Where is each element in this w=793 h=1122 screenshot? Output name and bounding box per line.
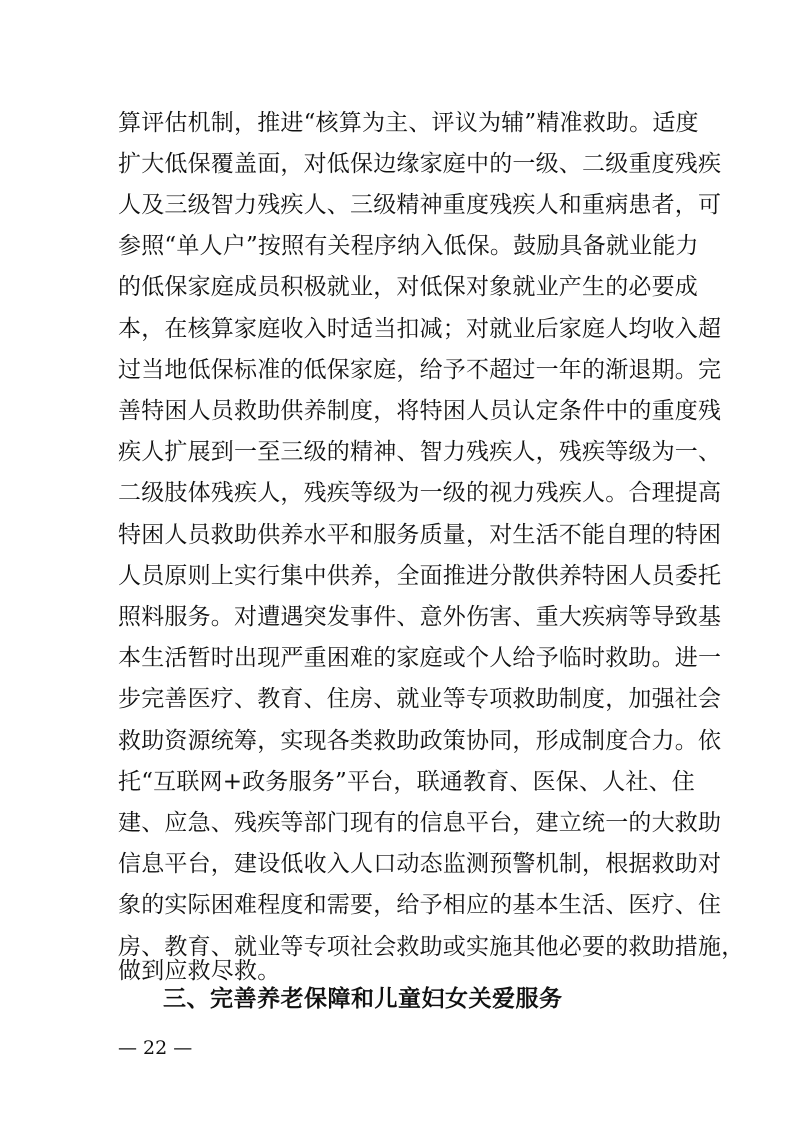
paragraph-line: 疾人扩展到一至三级的精神、智力残疾人，残疾等级为一、 [118,439,722,465]
paragraph-line: 本生活暂时出现严重困难的家庭或个人给予临时救助。进一 [118,645,722,671]
paragraph-line: 人员原则上实行集中供养，全面推进分散供养特困人员委托 [118,563,722,589]
paragraph-line: 照料服务。对遭遇突发事件、意外伤害、重大疾病等导致基 [118,604,722,630]
paragraph-line: 步完善医疗、教育、住房、就业等专项救助制度，加强社会 [118,686,722,712]
paragraph-line: 的低保家庭成员积极就业，对低保对象就业产生的必要成 [118,274,698,300]
paragraph-line: 救助资源统筹，实现各类救助政策协同，形成制度合力。依 [118,728,722,754]
paragraph-line: 善特困人员救助供养制度，将特困人员认定条件中的重度残 [118,398,722,424]
paragraph-line: 信息平台，建设低收入人口动态监测预警机制，根据救助对 [118,851,722,877]
paragraph-line: 二级肢体残疾人，残疾等级为一级的视力残疾人。合理提高 [118,480,722,506]
paragraph-line: 房、教育、就业等专项社会救助或实施其他必要的救助措施， [118,934,745,960]
paragraph-line-final: 做到应救尽救。 [118,958,281,984]
page-number: — 22 — [118,1037,193,1059]
paragraph-line: 象的实际困难程度和需要，给予相应的基本生活、医疗、住 [118,892,722,918]
section-heading: 三、完善养老保障和儿童妇女关爱服务 [163,986,563,1012]
paragraph-line: 建、应急、残疾等部门现有的信息平台，建立统一的大救助 [118,810,722,836]
paragraph-line: 参照“单人户”按照有关程序纳入低保。鼓励具备就业能力 [118,233,699,259]
paragraph-line: 过当地低保标准的低保家庭，给予不超过一年的渐退期。完 [118,357,722,383]
paragraph-line: 算评估机制，推进“核算为主、评议为辅”精准救助。适度 [118,110,699,136]
paragraph-line: 托“互联网+政务服务”平台，联通教育、医保、人社、住 [118,769,695,795]
paragraph-line: 本，在核算家庭收入时适当扣减；对就业后家庭人均收入超 [118,316,722,342]
paragraph-line: 扩大低保覆盖面，对低保边缘家庭中的一级、二级重度残疾 [118,151,722,177]
paragraph-line: 人及三级智力残疾人、三级精神重度残疾人和重病患者，可 [118,192,722,218]
paragraph-line: 特困人员救助供养水平和服务质量，对生活不能自理的特困 [118,522,722,548]
